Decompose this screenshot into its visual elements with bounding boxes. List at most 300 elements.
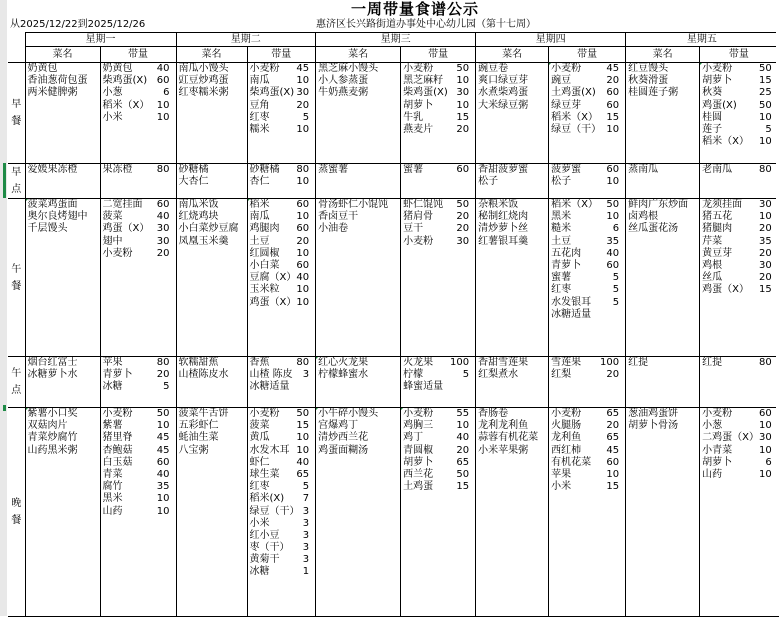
ingredient-line: [403, 457, 473, 469]
dish-cell[interactable]: [316, 63, 401, 164]
ingredient-name: 土鸡蛋(X): [551, 87, 596, 99]
ingredient-name: 糯米: [249, 123, 270, 135]
ingredient-line: [403, 469, 473, 481]
dish-name: 小牛碎小馒头: [318, 408, 379, 419]
ingredient-line: [702, 87, 776, 99]
ingredient-amount: 45: [606, 63, 620, 74]
dish-cell[interactable]: [176, 63, 247, 164]
amount-column-header[interactable]: 带量: [549, 47, 626, 63]
ingredient-amount: 40: [156, 468, 170, 480]
ingredient-line: [702, 357, 776, 369]
ingredient-amount: 5: [302, 111, 310, 123]
ingredient-name: 菠菜: [102, 211, 123, 223]
ingredient-name: 猪里脊: [102, 432, 133, 444]
ingredient-name: 冰糖适量: [249, 381, 290, 393]
amount-column-header[interactable]: 带量: [401, 47, 476, 63]
dish-name: 南瓜米饭: [178, 199, 219, 210]
ingredient-amount: 5: [765, 123, 772, 135]
ingredient-name: 小麦粉: [702, 63, 733, 74]
amount-column-header[interactable]: 带量: [700, 47, 779, 63]
ingredient-amount: 35: [156, 481, 170, 493]
ingredient-name: 豆腐（X）: [249, 272, 297, 284]
ingredient-amount: 40: [296, 456, 310, 468]
dish-cell[interactable]: [25, 199, 100, 357]
ingredient-line: [103, 369, 174, 381]
day-header[interactable]: 星期一: [25, 33, 176, 47]
ingredient-line: [250, 211, 314, 223]
meal-label-char: 点: [11, 184, 22, 195]
ingredient-amount: 10: [296, 123, 310, 135]
ingredient-amount: 10: [758, 111, 772, 123]
ingredient-name: 青萝卜: [102, 369, 133, 381]
ingredient-name: 黑芝麻籽: [403, 75, 444, 87]
ingredient-name: 丝瓜: [702, 272, 723, 284]
ingredient-amount: 30: [456, 87, 470, 99]
dish-cell[interactable]: [316, 164, 401, 199]
ingredient-name: 西红柿: [551, 444, 582, 456]
dish-name: 八宝粥: [178, 444, 209, 456]
dish-cell[interactable]: [476, 357, 549, 408]
dish-cell[interactable]: [316, 408, 401, 617]
ingredient-amount: 7: [302, 493, 310, 505]
amount-cell[interactable]: [247, 199, 316, 357]
ingredient-line: [403, 236, 473, 248]
ingredient-name: 土鸡蛋: [403, 481, 434, 493]
dish-cell[interactable]: [476, 63, 549, 164]
amount-cell[interactable]: [247, 357, 316, 408]
dish-column-header[interactable]: 菜名: [626, 47, 700, 63]
ingredient-line: [250, 381, 314, 393]
ingredient-amount: 30: [758, 259, 772, 271]
ingredient-line: [702, 199, 776, 211]
ingredient-name: 柴鸡蛋(X): [249, 87, 295, 99]
weekly-menu-table: [8, 32, 779, 617]
ingredient-name: 稻米（X）: [102, 99, 150, 111]
ingredient-line: [403, 445, 473, 457]
ingredient-name: 火腿肠: [551, 420, 582, 432]
amount-cell[interactable]: [549, 63, 626, 164]
ingredient-name: 红圆椒: [249, 247, 280, 259]
ingredient-name: 稻米(X): [249, 493, 285, 505]
dish-cell[interactable]: [176, 199, 247, 357]
dish-cell[interactable]: [626, 357, 700, 408]
amount-cell[interactable]: [100, 408, 176, 617]
dish-name: 南瓜小馒头: [178, 63, 229, 74]
dish-cell[interactable]: [176, 357, 247, 408]
dish-name: 龙利龙利鱼: [478, 420, 529, 432]
ingredient-line: [103, 211, 174, 223]
ingredient-amount: 3: [302, 517, 310, 529]
ingredient-name: 翅中: [102, 235, 123, 247]
ingredient-line: [702, 136, 776, 148]
ingredient-name: 柠檬: [403, 369, 424, 381]
ingredient-amount: 10: [758, 211, 772, 223]
ingredient-amount: 15: [296, 420, 310, 432]
amount-cell[interactable]: [549, 164, 626, 199]
ingredient-line: [551, 272, 623, 284]
dish-name: 红豆馒头: [628, 63, 669, 74]
dish-cell[interactable]: [626, 199, 700, 357]
dish-cell[interactable]: [25, 164, 100, 199]
ingredient-name: 青萝卜: [551, 259, 582, 271]
ingredient-amount: 60: [296, 199, 310, 210]
ingredient-amount: 35: [758, 235, 772, 247]
ingredient-amount: 15: [456, 481, 470, 493]
dish-name: 菠菜牛舌饼: [178, 408, 229, 419]
ingredient-amount: 3: [302, 505, 310, 517]
amount-cell[interactable]: [247, 63, 316, 164]
dish-cell[interactable]: [626, 164, 700, 199]
ingredient-line: [250, 75, 314, 87]
day-header[interactable]: 星期五: [626, 33, 779, 47]
ingredient-line: [250, 493, 314, 505]
ingredient-name: 南瓜: [249, 75, 270, 87]
ingredient-name: 二宽挂面: [102, 199, 143, 210]
amount-cell[interactable]: [401, 199, 476, 357]
dish-cell[interactable]: [626, 63, 700, 164]
ingredient-line: [103, 236, 174, 248]
amount-column-header[interactable]: 带量: [100, 47, 176, 63]
ingredient-line: [403, 100, 473, 112]
ingredient-name: 冰糖适量: [551, 308, 592, 320]
ingredient-line: [551, 309, 623, 321]
dish-name: 柠檬蜂蜜水: [318, 369, 369, 381]
ingredient-name: 小葱: [102, 87, 123, 99]
ingredient-amount: 80: [156, 357, 170, 368]
ingredient-name: 糙米: [551, 223, 572, 235]
ingredient-line: [551, 199, 623, 211]
ingredient-name: 黄豆芽: [702, 247, 733, 259]
dish-name: 软糯甜蕉: [178, 357, 219, 368]
amount-cell[interactable]: [401, 164, 476, 199]
dish-name: 两米健脾粥: [27, 87, 78, 99]
ingredient-line: [250, 63, 314, 75]
meal-label[interactable]: [8, 408, 25, 617]
ingredient-amount: 60: [156, 456, 170, 468]
ingredient-line: [551, 297, 623, 309]
ingredient-name: 枣（干）: [249, 542, 290, 554]
ingredient-line: [103, 420, 174, 432]
selection-indicator: [3, 405, 6, 411]
ingredient-name: 水发木耳: [249, 444, 290, 456]
ingredient-name: 香蕉: [249, 357, 270, 368]
ingredient-line: [403, 87, 473, 99]
ingredient-line: [702, 100, 776, 112]
ingredient-line: [250, 542, 314, 554]
ingredient-name: 红梨: [551, 369, 572, 381]
amount-cell[interactable]: [700, 164, 779, 199]
ingredient-name: 二鸡蛋（X）: [702, 432, 759, 444]
day-header[interactable]: 星期四: [476, 33, 626, 47]
amount-cell[interactable]: [401, 357, 476, 408]
dish-cell[interactable]: [476, 408, 549, 617]
ingredient-name: 小麦粉: [551, 408, 582, 419]
amount-cell[interactable]: [247, 164, 316, 199]
ingredient-name: 桂圆: [702, 111, 723, 123]
ingredient-name: 小米: [249, 517, 270, 529]
ingredient-amount: 50: [156, 408, 170, 419]
dish-cell[interactable]: [626, 408, 700, 617]
amount-cell[interactable]: [401, 408, 476, 617]
amount-cell[interactable]: [700, 199, 779, 357]
ingredient-amount: 5: [612, 284, 620, 296]
dish-cell[interactable]: [476, 199, 549, 357]
ingredient-line: [250, 199, 314, 211]
ingredient-amount: 20: [456, 444, 470, 456]
dish-cell[interactable]: [316, 199, 401, 357]
ingredient-name: 鸡蛋(X): [702, 99, 737, 111]
dish-name: 爱媛果冻橙: [27, 164, 78, 175]
dish-cell[interactable]: [25, 408, 100, 617]
ingredient-name: 小白菜: [249, 259, 280, 271]
ingredient-line: [103, 63, 174, 75]
ingredient-line: [702, 236, 776, 248]
ingredient-name: 冰糖: [249, 566, 270, 578]
dish-name: 香甜雪莲果: [478, 357, 529, 368]
amount-cell[interactable]: [700, 63, 779, 164]
ingredient-line: [403, 211, 473, 223]
ingredient-line: [551, 63, 623, 75]
ingredient-name: 鸡腿肉: [249, 223, 280, 235]
ingredient-line: [250, 408, 314, 420]
ingredient-amount: 10: [296, 75, 310, 87]
amount-cell[interactable]: [401, 63, 476, 164]
meal-label-char: 午: [11, 263, 22, 275]
ingredient-name: 绿豆芽: [551, 99, 582, 111]
page-title: 一周带量食谱公示: [350, 0, 479, 18]
ingredient-amount: 10: [456, 99, 470, 111]
ingredient-amount: 20: [296, 99, 310, 111]
ingredient-line: [403, 481, 473, 493]
ingredient-line: [551, 284, 623, 296]
day-header[interactable]: 星期三: [316, 33, 476, 47]
ingredient-amount: 6: [612, 223, 620, 235]
ingredient-line: [403, 408, 473, 420]
ingredient-amount: 55: [456, 408, 470, 419]
dish-cell[interactable]: [25, 63, 100, 164]
meal-label[interactable]: [8, 164, 25, 199]
dish-cell[interactable]: [476, 164, 549, 199]
ingredient-amount: 80: [156, 164, 170, 175]
ingredient-amount: 15: [456, 111, 470, 123]
ingredient-line: [702, 457, 776, 469]
ingredient-line: [250, 469, 314, 481]
ingredient-name: 黄菊干: [249, 554, 280, 566]
ingredient-amount: 45: [156, 444, 170, 456]
ingredient-amount: 20: [606, 420, 620, 432]
ingredient-line: [702, 284, 776, 296]
ingredient-line: [702, 124, 776, 136]
ingredient-amount: 60: [456, 164, 470, 175]
ingredient-line: [103, 381, 174, 393]
dish-name: 香油葱荷包蛋: [27, 75, 88, 87]
ingredient-line: [250, 445, 314, 457]
ingredient-name: 红枣: [249, 481, 270, 493]
ingredient-amount: 60: [758, 408, 772, 419]
dish-name: 红梨煮水: [478, 369, 519, 381]
ingredient-amount: 100: [600, 357, 620, 368]
ingredient-name: 山药: [702, 468, 723, 480]
ingredient-line: [702, 248, 776, 260]
ingredient-line: [250, 297, 314, 309]
ingredient-name: 稻米: [249, 199, 270, 210]
amount-cell[interactable]: [549, 199, 626, 357]
ingredient-amount: 60: [606, 259, 620, 271]
ingredient-line: [551, 457, 623, 469]
dish-name: 小油卷: [318, 223, 349, 235]
dish-cell[interactable]: [176, 408, 247, 617]
ingredient-name: 秋葵: [702, 87, 723, 99]
dish-name: 杂粮米饭: [478, 199, 519, 210]
ingredient-amount: 10: [296, 211, 310, 223]
ingredient-line: [551, 236, 623, 248]
day-header[interactable]: 星期二: [176, 33, 316, 47]
ingredient-amount: 25: [758, 87, 772, 99]
ingredient-name: 小青菜: [702, 444, 733, 456]
meal-label-char: 餐: [11, 280, 22, 292]
ingredient-line: [702, 272, 776, 284]
amount-column-header[interactable]: 带量: [247, 47, 316, 63]
ingredient-amount: 65: [456, 456, 470, 468]
ingredient-line: [250, 284, 314, 296]
amount-cell[interactable]: [700, 357, 779, 408]
dish-name: 香肠卷: [478, 408, 509, 419]
ingredient-name: 稻米（X）: [551, 111, 598, 123]
ingredient-amount: 10: [758, 420, 772, 432]
dish-name: 清炒西兰花: [318, 432, 369, 444]
ingredient-line: [250, 223, 314, 235]
meal-label[interactable]: [8, 357, 25, 408]
ingredient-name: 牛乳: [403, 111, 424, 123]
ingredient-name: 杏鲍菇: [102, 444, 133, 456]
ingredient-amount: 50: [456, 468, 470, 480]
amount-cell[interactable]: [549, 357, 626, 408]
ingredient-amount: 20: [758, 223, 772, 235]
dish-name: 骨汤虾仁小馄饨: [318, 199, 389, 210]
ingredient-name: 鸡根: [702, 259, 723, 271]
ingredient-amount: 20: [606, 369, 620, 381]
meal-row: [8, 408, 778, 617]
ingredient-amount: 10: [758, 444, 772, 456]
dish-name: 豇豆炒鸡蛋: [178, 75, 229, 87]
ingredient-line: [103, 506, 174, 518]
dish-name: 卤鸡根: [628, 211, 659, 223]
amount-cell[interactable]: [100, 63, 176, 164]
dish-name: 红烧鸡块: [178, 211, 219, 223]
dish-cell[interactable]: [176, 164, 247, 199]
ingredient-name: 小麦粉: [702, 408, 733, 419]
ingredient-amount: 20: [758, 247, 772, 259]
ingredient-amount: 10: [758, 136, 772, 148]
ingredient-name: 胡萝卜: [403, 456, 434, 468]
dish-column-header[interactable]: 菜名: [476, 47, 549, 63]
dish-cell[interactable]: [25, 357, 100, 408]
ingredient-name: 芹菜: [702, 235, 723, 247]
dish-name: 山药黑米粥: [27, 444, 78, 456]
dish-cell[interactable]: [316, 357, 401, 408]
amount-cell[interactable]: [100, 357, 176, 408]
ingredient-amount: 5: [612, 296, 620, 308]
ingredient-amount: 6: [163, 87, 170, 99]
ingredient-line: [103, 493, 174, 505]
ingredient-line: [103, 432, 174, 444]
ingredient-line: [250, 87, 314, 99]
dish-column-header[interactable]: 菜名: [176, 47, 247, 63]
amount-cell[interactable]: [700, 408, 779, 617]
ingredient-name: 果冻橙: [102, 164, 133, 175]
ingredient-amount: 80: [758, 357, 772, 368]
meal-label-char: 餐: [11, 116, 22, 127]
dish-name: 秘制红烧肉: [478, 211, 529, 223]
dish-column-header[interactable]: 菜名: [25, 47, 100, 63]
amount-cell[interactable]: [100, 199, 176, 357]
dish-name: 小白菜炒豆腐: [178, 223, 239, 235]
ingredient-name: 猪肩骨: [403, 211, 434, 223]
ingredient-line: [103, 481, 174, 493]
ingredient-name: 小麦粉: [403, 408, 434, 419]
ingredient-line: [551, 445, 623, 457]
ingredient-amount: 10: [758, 468, 772, 480]
ingredient-name: 胡萝卜: [702, 456, 733, 468]
ingredient-amount: 60: [296, 259, 310, 271]
meal-label[interactable]: [8, 199, 25, 357]
ingredient-name: 菠萝蜜: [551, 164, 582, 175]
ingredient-amount: 30: [156, 223, 170, 235]
ingredient-amount: 5: [462, 369, 470, 381]
ingredient-amount: [309, 381, 313, 393]
dish-name: 千层馒头: [27, 223, 68, 235]
ingredient-line: [103, 87, 174, 99]
dish-name: 豌豆卷: [478, 63, 509, 74]
dish-name: 鲜肉广东炒面: [628, 199, 689, 210]
ingredient-name: 小麦粉: [403, 235, 434, 247]
ingredient-amount: 50: [456, 199, 470, 210]
ingredient-amount: 30: [758, 432, 772, 444]
ingredient-amount: 20: [606, 75, 620, 87]
ingredient-name: 火龙果: [403, 357, 434, 368]
ingredient-name: 蜂蜜适量: [403, 381, 444, 393]
ingredient-name: 稻米（X）: [702, 136, 749, 148]
dish-name: 丝瓜蛋花汤: [628, 223, 679, 235]
ingredient-amount: [619, 309, 623, 321]
dish-name: 秋葵滑蛋: [628, 75, 669, 87]
ingredient-name: 豆干: [403, 223, 424, 235]
ingredient-line: [250, 518, 314, 530]
ingredient-name: 水发银耳: [551, 296, 592, 308]
meal-row: [8, 199, 778, 357]
dish-name: 凤凰玉米羹: [178, 235, 229, 247]
ingredient-amount: 15: [758, 75, 772, 87]
ingredient-amount: 3: [302, 369, 310, 381]
dish-name: 奶黄包: [27, 63, 58, 74]
meal-label[interactable]: [8, 63, 25, 164]
ingredient-amount: 10: [606, 176, 620, 188]
amount-cell[interactable]: [247, 408, 316, 617]
ingredient-line: [702, 420, 776, 432]
ingredient-amount: 50: [758, 99, 772, 111]
amount-cell[interactable]: [100, 164, 176, 199]
corner-cell[interactable]: [8, 33, 25, 63]
ingredient-amount: 20: [156, 247, 170, 259]
ingredient-amount: 20: [456, 211, 470, 223]
selection-indicator: [3, 163, 6, 198]
dish-name: 冰糖萝卜水: [27, 369, 78, 381]
dish-column-header[interactable]: 菜名: [316, 47, 401, 63]
ingredient-amount: 30: [296, 87, 310, 99]
ingredient-line: [551, 248, 623, 260]
ingredient-name: 青菜: [102, 468, 123, 480]
amount-cell[interactable]: [549, 408, 626, 617]
